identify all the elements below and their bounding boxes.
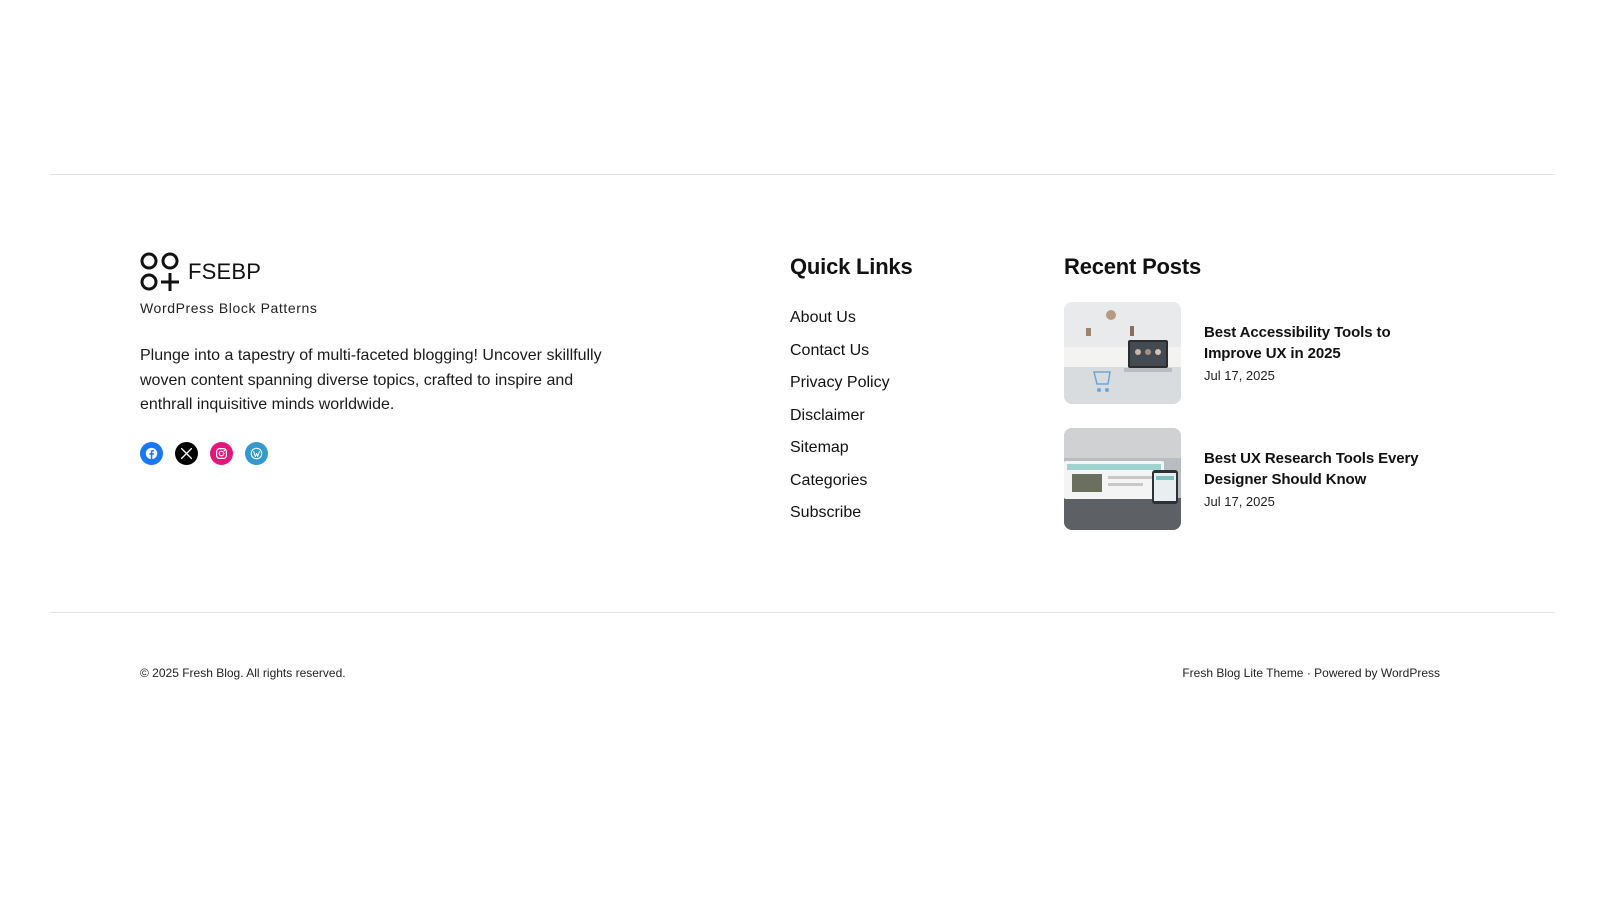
powered-by-label: Powered by (1314, 666, 1381, 680)
recent-post[interactable] (1064, 428, 1444, 530)
link-sitemap[interactable]: Sitemap (790, 439, 849, 456)
credits-separator: · (1303, 666, 1315, 680)
bottom-divider (50, 612, 1555, 613)
post-thumbnail[interactable] (1064, 428, 1181, 530)
facebook-icon (145, 447, 158, 460)
site-name[interactable]: FSEBP (188, 259, 262, 284)
x-icon (180, 447, 193, 460)
wordpress-link-text[interactable]: WordPress (1380, 666, 1440, 680)
instagram-link[interactable] (210, 442, 233, 465)
link-subscribe[interactable]: Subscribe (790, 504, 862, 521)
site-tagline: WordPress Block Patterns (140, 300, 318, 316)
quick-links-column (790, 254, 913, 530)
site-description: Plunge into a tapestry of multi-faceted blogging! Uncover skillfully woven content spanning diverse topics, crafted to inspire and enthrall inquisitive minds worldwide. (140, 347, 602, 413)
quick-links-list (790, 302, 913, 530)
social-links (140, 442, 630, 465)
wordpress-icon (250, 447, 263, 460)
post-date: Jul 17, 2025 (1204, 368, 1275, 383)
link-contact-us[interactable]: Contact Us (790, 341, 870, 359)
quick-links-heading: Quick Links (790, 254, 913, 279)
post-text (1204, 428, 1444, 530)
link-privacy-policy[interactable]: Privacy Policy (790, 374, 890, 391)
recent-posts-list (1064, 302, 1444, 530)
x-link[interactable] (175, 442, 198, 465)
post-thumbnail[interactable] (1064, 302, 1181, 404)
top-divider (50, 174, 1555, 175)
post-date: Jul 17, 2025 (1204, 494, 1275, 509)
recent-posts-heading: Recent Posts (1064, 254, 1201, 279)
post-title[interactable]: Best UX Research Tools Every Designer Should Know (1204, 450, 1419, 488)
link-disclaimer[interactable]: Disclaimer (790, 406, 865, 424)
post-text (1204, 302, 1444, 404)
facebook-link[interactable] (140, 442, 163, 465)
theme-credits (1182, 666, 1440, 680)
post-thumbnail-image (1064, 302, 1181, 404)
brand-column (140, 252, 630, 465)
copyright-text: © 2025 Fresh Blog. All rights reserved. (140, 666, 346, 680)
link-about-us[interactable]: About Us (790, 309, 856, 326)
link-categories[interactable]: Categories (790, 471, 868, 489)
recent-posts-column (1064, 254, 1444, 554)
post-title[interactable]: Best Accessibility Tools to Improve UX in 2025 (1204, 324, 1391, 362)
instagram-icon (215, 447, 228, 460)
recent-post[interactable] (1064, 302, 1444, 404)
theme-link[interactable]: Fresh Blog Lite Theme (1182, 666, 1304, 680)
site-logo[interactable] (140, 252, 630, 292)
logo-mark-icon (140, 252, 180, 292)
wordpress-link[interactable] (245, 442, 268, 465)
post-thumbnail-image (1064, 428, 1181, 530)
